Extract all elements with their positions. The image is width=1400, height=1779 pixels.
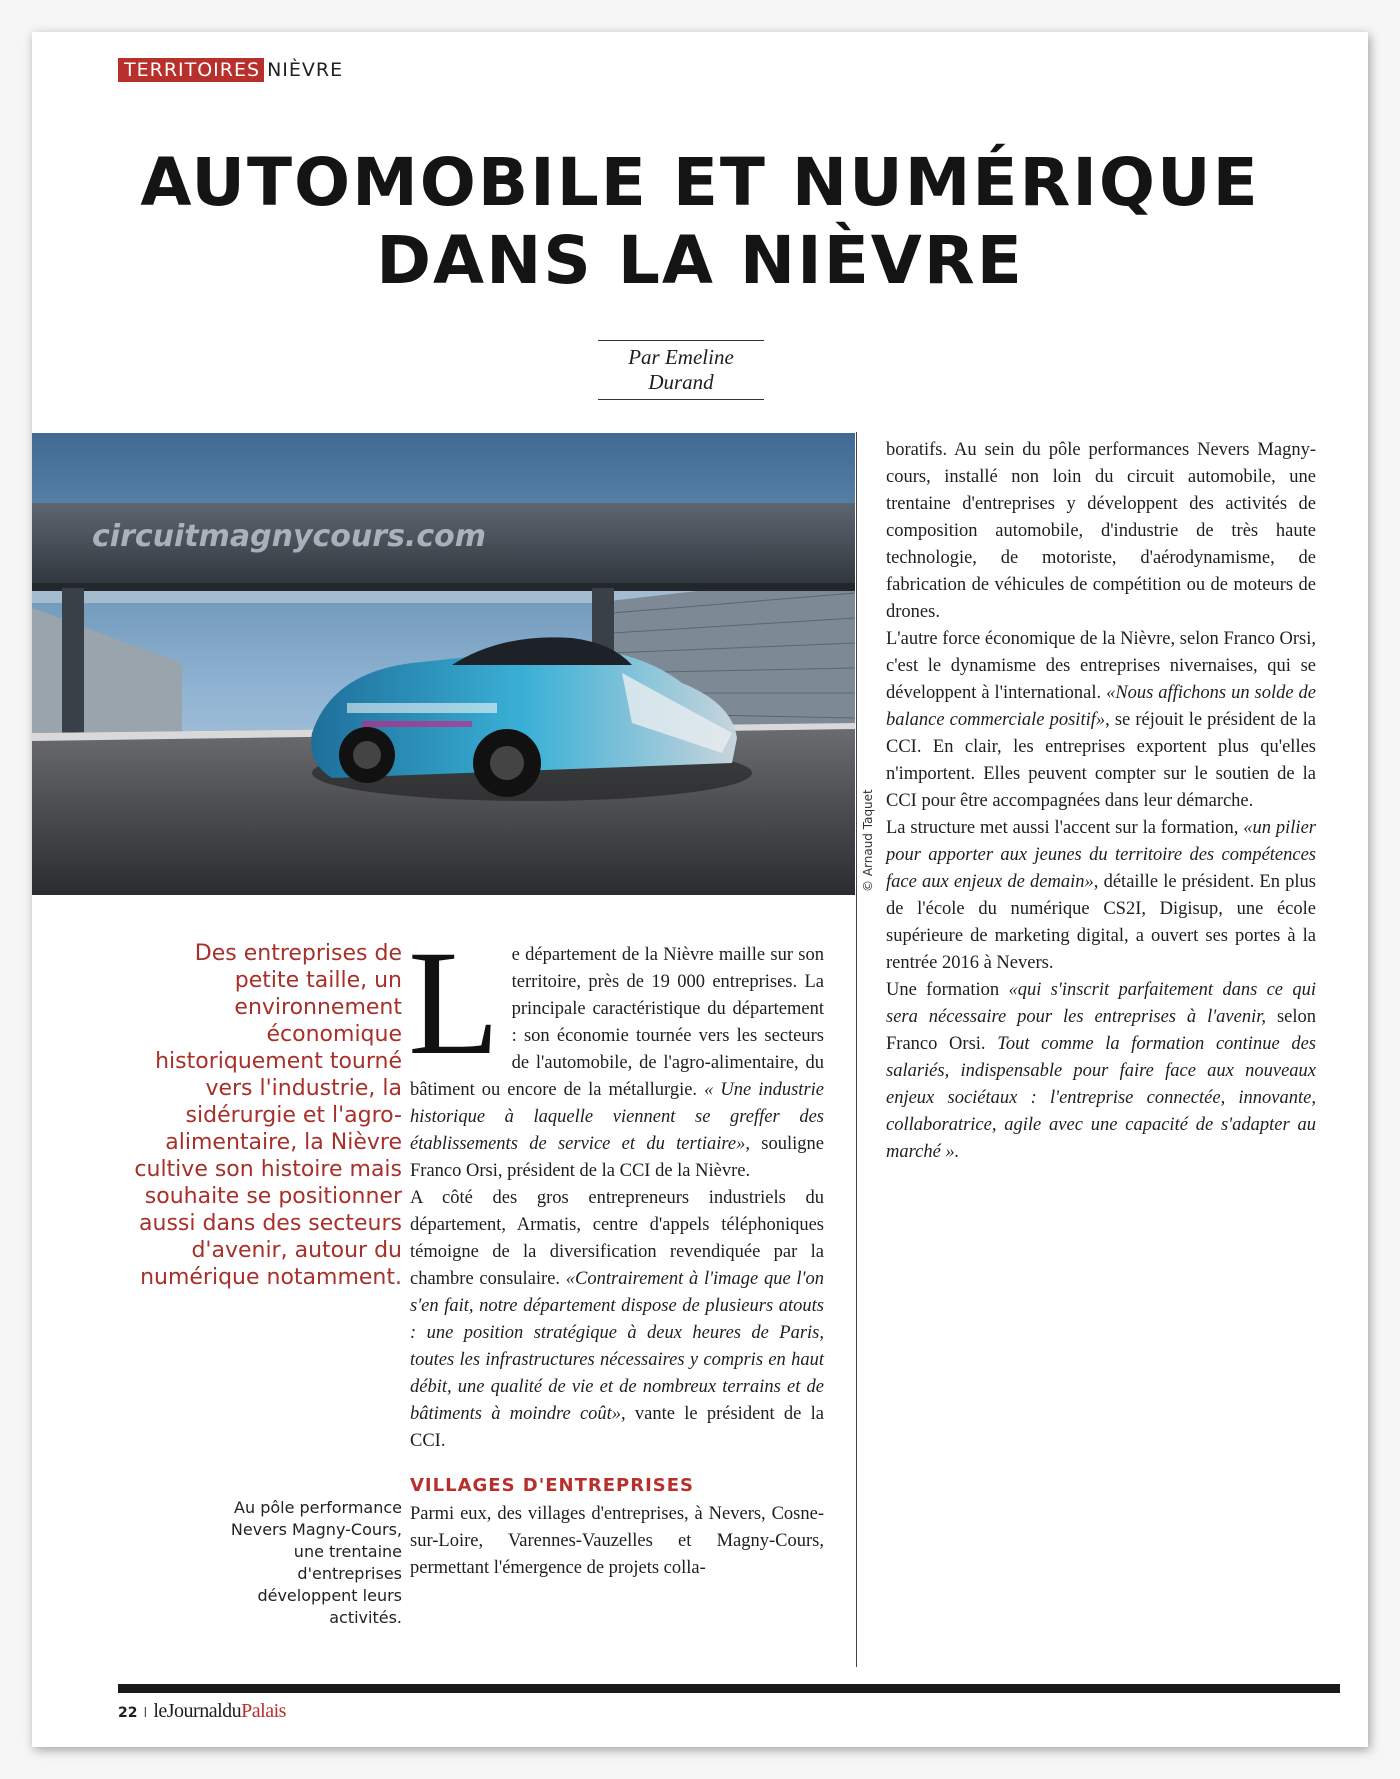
text-run: selon Franco Orsi.: [886, 1007, 1316, 1054]
footer-separator: I: [143, 1706, 148, 1721]
quote-run: « Une industrie historique à laquelle viennent se greffer des établissements de service et du tertiaire»: [410, 1080, 824, 1154]
race-car-photo: [32, 433, 855, 895]
byline: Par Emeline Durand: [598, 340, 764, 400]
text-run: A côté des gros entrepreneurs industriels du département, Armatis, centre d'appels téléphoniques témoigne de la diversification revendiquée par la chambre consulaire.: [410, 1188, 824, 1289]
quote-run: Tout comme la formation continue des salariés, indispensable pour faire face aux nouveaux enjeux sociétaux : l'entreprise connectée, innovante, collaboratrice, agile avec une capacité de s'adapter au marché ».: [886, 1034, 1317, 1162]
publication-logo-accent: Palais: [241, 1700, 286, 1722]
text-run: , vante le président de la CCI.: [410, 1404, 824, 1451]
page-number: 22: [118, 1705, 138, 1721]
section-region: NIÈVRE: [267, 59, 344, 81]
paragraph: boratifs. Au sein du pôle performances Nevers Magny-cours, installé non loin du circuit automobile, une trentaine d'entreprises y développent des activités de composition automobile, d'industrie de très haute technologie, de motoriste, d'aérodynamisme, de fabrication de véhicules de compétition ou de moteurs de drones.: [886, 440, 1316, 622]
pull-quote: Des entreprises de petite taille, un environnement économique historiquement tourné vers l'industrie, la sidérurgie et l'agro-alimentaire, la Nièvre cultive son histoire mais souhaite se positionner aussi dans des secteurs d'avenir, autour du numérique notamment.: [134, 941, 402, 1290]
paragraph: [886, 977, 1316, 1166]
paragraph: [886, 815, 1316, 977]
quote-run: «Nous affichons un solde de balance commerciale positif»: [886, 683, 1316, 730]
quote-run: «qui s'inscrit parfaitement dans ce qui sera nécessaire pour les entreprises à l'avenir,: [886, 980, 1316, 1027]
text-run: Une formation: [886, 980, 1009, 1000]
paragraph: [408, 920, 824, 1185]
quote-run: «un pilier pour apporter aux jeunes du territoire des compétences face aux enjeux de demain»: [886, 818, 1316, 892]
text-run: e département de la Nièvre maille sur son territoire, près de 19 000 entreprises. La principale caractéristique du département : son économie tournée vers les secteurs de l'automobile, de l'agro-alimentaire, du bâtiment ou encore de la métallurgie.: [410, 945, 824, 1100]
paragraph: [886, 626, 1316, 815]
section-tag: [118, 58, 343, 82]
column-divider: [856, 432, 857, 1667]
headline-line-2: DANS LA NIÈVRE: [376, 222, 1024, 299]
drop-cap: L: [408, 920, 500, 1086]
text-run: L'autre force économique de la Nièvre, selon Franco Orsi, c'est le dynamisme des entreprises nivernaises, qui se développent à l'international.: [886, 629, 1316, 703]
page-footer: [118, 1700, 286, 1723]
footer-bar: [118, 1684, 1340, 1693]
text-run: , souligne Franco Orsi, président de la CCI de la Nièvre.: [410, 1134, 824, 1181]
article-column-right: [886, 437, 1316, 1166]
publication-logo: leJournaldu: [153, 1700, 242, 1722]
race-car-illustration: [32, 433, 855, 895]
photo-credit: © Arnaud Taquet: [861, 789, 875, 892]
subheading: VILLAGES D'ENTREPRISES: [410, 1475, 695, 1496]
headline: [32, 144, 1368, 300]
headline-line-1: AUTOMOBILE ET NUMÉRIQUE: [140, 144, 1260, 221]
text-run: , se réjouit le président de la CCI. En clair, les entreprises exportent plus qu'elles n'importent. Elles peuvent compter sur le soutien de la CCI pour être accompagnées dans leur démarche.: [886, 710, 1316, 811]
magazine-page: [32, 32, 1368, 1747]
paragraph: Parmi eux, des villages d'entreprises, à Nevers, Cosne-sur-Loire, Varennes-Vauzelles et Magny-Cours, permettant l'émergence de projets colla-: [410, 1504, 824, 1578]
section-tag-label: TERRITOIRES: [118, 58, 264, 82]
quote-run: «Contrairement à l'image que l'on s'en fait, notre département dispose de plusieurs atouts : une position stratégique à deux heures de Paris, toutes les infrastructures nécessaires y compris en haut débit, une qualité de vie et de nombreux terrains et de bâtiments à moindre coût»: [410, 1269, 824, 1424]
bridge-banner-text: circuitmagnycours.com: [92, 519, 486, 554]
paragraph: [410, 1185, 824, 1455]
article-column-middle: [408, 920, 824, 1582]
photo-caption: Au pôle performance Nevers Magny-Cours, une trentaine d'entreprises développent leurs activités.: [230, 1498, 402, 1627]
text-run: La structure met aussi l'accent sur la formation,: [886, 818, 1244, 838]
text-run: , détaille le président. En plus de l'école du numérique CS2I, Digisup, une école supérieure de marketing digital, a ouvert ses portes à la rentrée 2016 à Nevers.: [886, 872, 1316, 973]
